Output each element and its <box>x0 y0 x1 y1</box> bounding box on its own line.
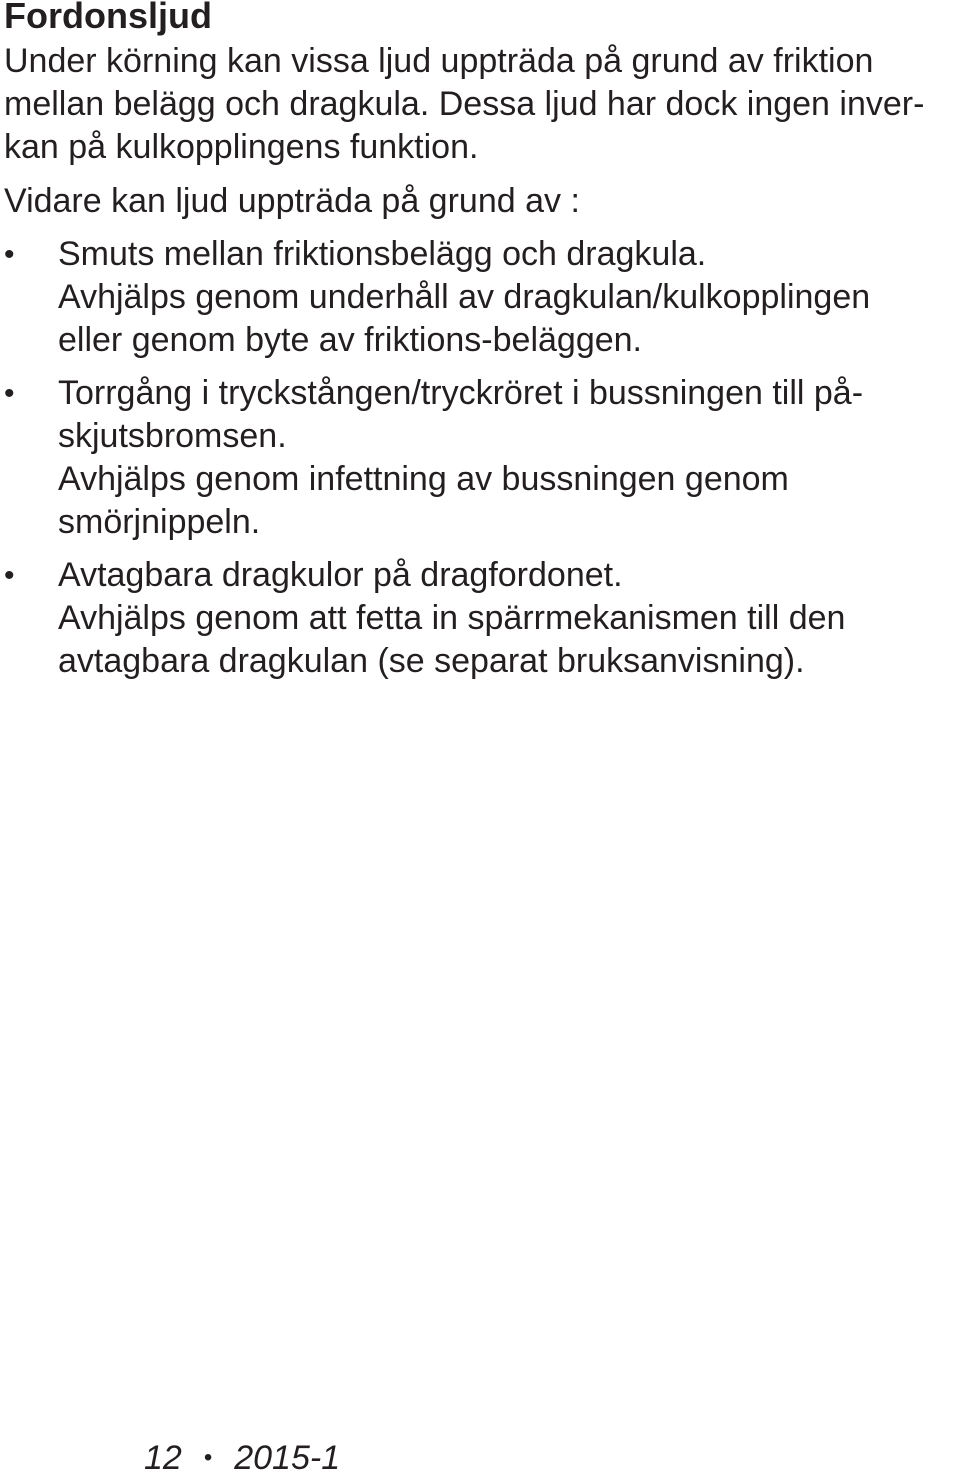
edition-label: 2015-1 <box>234 1439 341 1477</box>
intro-line: mellan belägg och dragkula. Dessa ljud har dock ingen inver- <box>4 85 925 123</box>
list-item-text <box>58 233 870 362</box>
bullet-icon: • <box>4 238 15 271</box>
intro-line: Under körning kan vissa ljud uppträda på grund av friktion <box>4 42 874 80</box>
bullet-icon: • <box>4 559 15 592</box>
list-item-line: Avhjälps genom att fetta in spärrmekanismen till den <box>58 599 846 637</box>
list-item-text <box>58 372 863 544</box>
list-item-line: eller genom byte av friktions-beläggen. <box>58 321 642 359</box>
list-item-line: Torrgång i tryckstången/tryckröret i bussningen till på- <box>58 374 864 412</box>
list-item-line: avtagbara dragkulan (se separat bruksanvisning). <box>58 642 805 680</box>
page-footer <box>144 1438 340 1478</box>
page-number: 12 <box>144 1439 182 1477</box>
lead-sentence: Vidare kan ljud uppträda på grund av : <box>4 182 580 220</box>
intro-line: kan på kulkopplingens funktion. <box>4 128 479 166</box>
list-item-line: Smuts mellan friktionsbelägg och dragkula. <box>58 235 707 273</box>
list-item-line: Avtagbara dragkulor på dragfordonet. <box>58 556 623 594</box>
list-item-line: smörjnippeln. <box>58 503 261 541</box>
footer-separator-icon: • <box>203 1444 213 1471</box>
list-item-line: Avhjälps genom infettning av bussningen genom <box>58 460 789 498</box>
page-heading: Fordonsljud <box>4 0 212 36</box>
list-item-line: skjutsbromsen. <box>58 417 287 455</box>
list-item-line: Avhjälps genom underhåll av dragkulan/kulkopplingen <box>58 278 871 316</box>
bullet-icon: • <box>4 377 15 410</box>
intro-paragraph <box>4 40 944 169</box>
list-item-text <box>58 554 845 683</box>
